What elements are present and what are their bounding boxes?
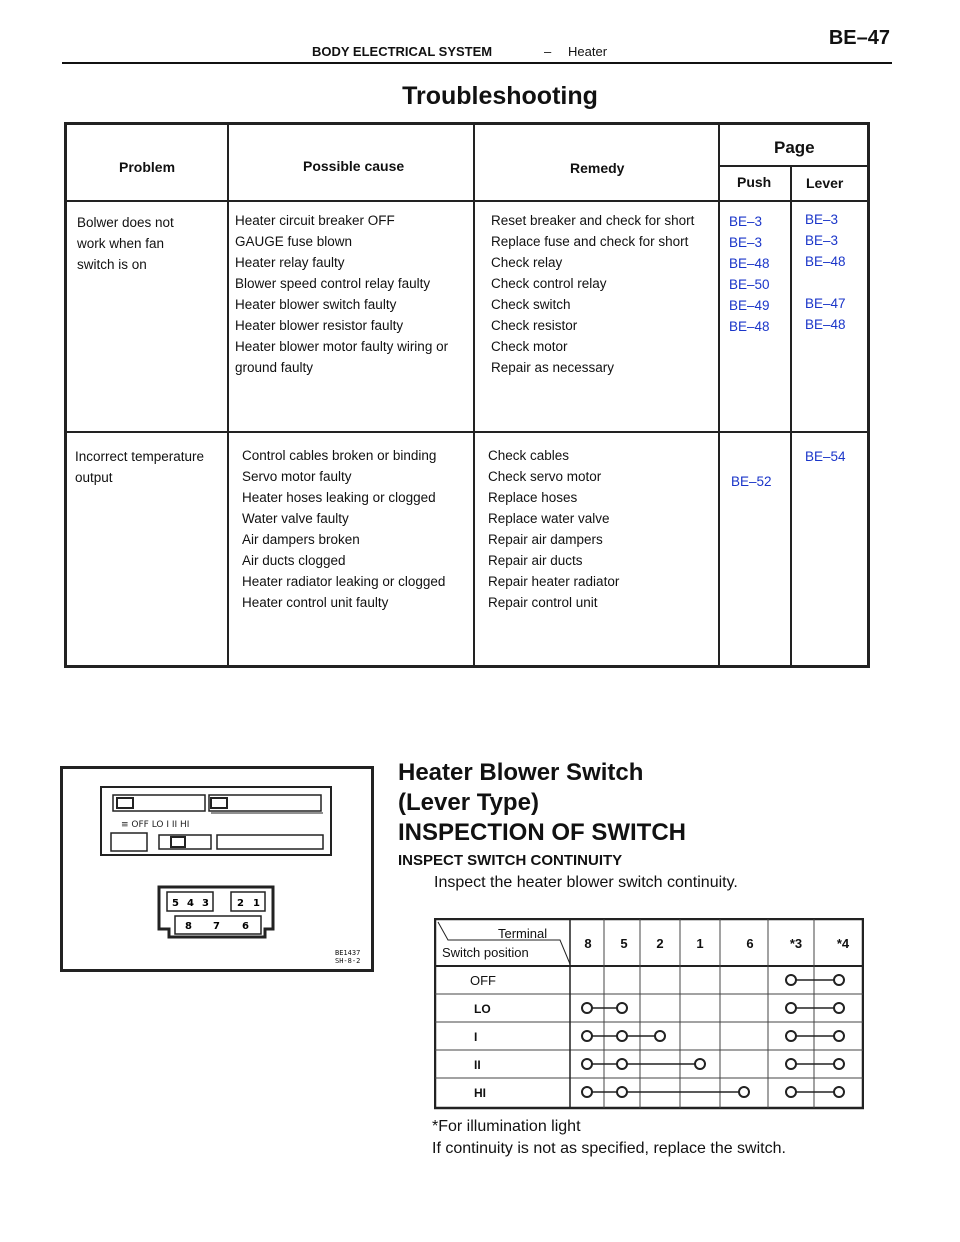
cause-line: Heater circuit breaker OFF: [235, 213, 395, 228]
page-ref-link[interactable]: BE–48: [805, 317, 846, 332]
problem-line: output: [75, 470, 113, 485]
pin-label: 5: [172, 898, 179, 909]
header-row-divider: [67, 200, 867, 202]
footnote: *For illumination light: [432, 1118, 581, 1135]
page-ref-link[interactable]: [805, 272, 846, 293]
header-possible-cause: Possible cause: [303, 158, 405, 174]
cause-line: ground faulty: [235, 360, 314, 375]
remedy-line: Replace water valve: [488, 511, 610, 526]
remedy-line: Repair air dampers: [488, 532, 603, 547]
troubleshooting-table: [64, 122, 870, 668]
remedy-line: Check cables: [488, 448, 570, 463]
continuity-terminal-circle: [786, 1087, 796, 1097]
terminal-label: Terminal: [498, 926, 548, 941]
continuity-terminal-circle: [834, 1031, 844, 1041]
page-ref-link[interactable]: BE–48: [805, 254, 846, 269]
remedy-line: Replace fuse and check for short: [491, 234, 689, 249]
section-title: BODY ELECTRICAL SYSTEM: [312, 44, 493, 59]
pin-label: 7: [213, 921, 220, 932]
pin-label: 8: [185, 921, 192, 932]
page-ref-link[interactable]: BE–54: [805, 449, 846, 464]
continuity-table: [434, 918, 864, 1110]
remedy-line: Replace hoses: [488, 490, 578, 505]
terminal-number: *4: [836, 936, 850, 951]
heater-control-panel-drawing: [63, 769, 371, 969]
column-divider: [227, 125, 229, 665]
pin-label: 2: [237, 898, 244, 909]
remedy-cell: [488, 445, 619, 613]
page-ref-link[interactable]: BE–3: [729, 235, 763, 250]
page-title: Troubleshooting: [402, 82, 598, 110]
lever-page-refs: [805, 209, 846, 335]
switch-position: I: [474, 1030, 478, 1044]
pin-label: 4: [187, 898, 194, 909]
terminal-number: 2: [656, 936, 664, 951]
header-remedy: Remedy: [570, 160, 625, 176]
column-divider: [473, 125, 475, 665]
instruction-text: Inspect the heater blower switch continuity.: [434, 874, 738, 891]
page-number: BE–47: [828, 27, 890, 49]
sub-heading: INSPECT SWITCH CONTINUITY: [398, 852, 623, 869]
figure-code-line: BE1437: [335, 949, 361, 957]
header-separator: –: [544, 44, 552, 59]
continuity-terminal-circle: [834, 975, 844, 985]
page-ref-link[interactable]: BE–48: [729, 256, 770, 271]
cause-line: Heater blower motor faulty wiring or: [235, 339, 449, 354]
continuity-terminal-circle: [655, 1031, 665, 1041]
terminal-number: *3: [789, 936, 803, 951]
cause-line: Heater radiator leaking or clogged: [242, 574, 446, 589]
continuity-terminal-circle: [786, 975, 796, 985]
column-divider: [790, 165, 792, 665]
remedy-line: Repair as necessary: [491, 360, 615, 375]
problem-line: Bolwer does not: [77, 215, 174, 230]
continuity-marks: [582, 975, 844, 1097]
cause-line: Air ducts clogged: [242, 553, 346, 568]
cause-line: GAUGE fuse blown: [235, 234, 353, 249]
remedy-line: Check control relay: [491, 276, 607, 291]
terminal-number: 1: [696, 936, 704, 951]
page-ref-link[interactable]: BE–3: [805, 233, 839, 248]
cause-line: Heater blower switch faulty: [235, 297, 397, 312]
remedy-line: Check resistor: [491, 318, 578, 333]
continuity-terminal-circle: [695, 1059, 705, 1069]
switch-position: II: [474, 1058, 481, 1072]
continuity-terminal-circle: [582, 1087, 592, 1097]
switch-position: HI: [474, 1086, 486, 1100]
switch-position: OFF: [470, 973, 496, 988]
cause-cell: [242, 445, 445, 613]
header-page: Page: [774, 138, 815, 157]
continuity-terminal-circle: [834, 1059, 844, 1069]
page-ref-link[interactable]: BE–48: [729, 319, 770, 334]
figure-code-line: SH-8-2: [335, 957, 361, 965]
push-page-refs: [729, 211, 770, 337]
terminal-number: 6: [746, 936, 754, 951]
continuity-terminal-circle: [786, 1059, 796, 1069]
replace-note: If continuity is not as specified, replace the switch.: [432, 1140, 786, 1157]
page-ref-link[interactable]: BE–49: [729, 298, 770, 313]
page-ref-link[interactable]: BE–50: [729, 277, 770, 292]
page-ref-link[interactable]: BE–47: [805, 296, 846, 311]
continuity-terminal-circle: [786, 1031, 796, 1041]
header-problem: Problem: [119, 159, 176, 175]
page-ref-link[interactable]: BE–3: [805, 212, 839, 227]
header-lever: Lever: [806, 175, 844, 191]
continuity-terminal-circle: [617, 1059, 627, 1069]
problem-cell: [75, 446, 204, 488]
page-ref-link[interactable]: BE–3: [729, 214, 763, 229]
remedy-cell: [491, 210, 694, 378]
remedy-line: Repair heater radiator: [488, 574, 620, 589]
continuity-terminal-circle: [582, 1003, 592, 1013]
terminal-number: 5: [620, 936, 628, 951]
continuity-terminal-circle: [582, 1031, 592, 1041]
cause-line: Water valve faulty: [242, 511, 349, 526]
cause-cell: [235, 210, 448, 378]
cause-line: Blower speed control relay faulty: [235, 276, 431, 291]
pin-label: 1: [253, 898, 260, 909]
switch-illustration: [60, 766, 374, 972]
remedy-line: Check servo motor: [488, 469, 602, 484]
cause-line: Heater hoses leaking or clogged: [242, 490, 436, 505]
continuity-terminal-circle: [617, 1087, 627, 1097]
cause-line: Heater relay faulty: [235, 255, 345, 270]
continuity-terminal-circle: [834, 1087, 844, 1097]
cause-line: Control cables broken or binding: [242, 448, 437, 463]
page-header: [62, 24, 892, 64]
section-heading: INSPECTION OF SWITCH: [398, 819, 686, 846]
header-push: Push: [737, 174, 772, 190]
continuity-terminal-circle: [617, 1003, 627, 1013]
cause-line: Heater blower resistor faulty: [235, 318, 404, 333]
section-heading: (Lever Type): [398, 789, 539, 816]
row-divider: [67, 431, 867, 433]
problem-line: Incorrect temperature: [75, 449, 205, 464]
problem-line: switch is on: [77, 257, 147, 272]
cause-line: Heater control unit faulty: [242, 595, 389, 610]
subsection-title: Heater: [568, 44, 608, 59]
continuity-terminal-circle: [834, 1003, 844, 1013]
pin-label: 6: [242, 921, 249, 932]
remedy-line: Check motor: [491, 339, 568, 354]
pin-label: 3: [202, 898, 209, 909]
column-divider: [718, 125, 720, 665]
remedy-line: Repair air ducts: [488, 553, 583, 568]
continuity-terminal-circle: [582, 1059, 592, 1069]
remedy-line: Repair control unit: [488, 595, 598, 610]
continuity-terminal-circle: [739, 1087, 749, 1097]
terminal-number: 8: [584, 936, 592, 951]
problem-cell: [77, 212, 174, 275]
continuity-terminal-circle: [617, 1031, 627, 1041]
switch-position: LO: [474, 1002, 491, 1016]
page-ref-link[interactable]: BE–52: [731, 474, 772, 489]
row-divider: [718, 165, 868, 167]
problem-line: work when fan: [77, 236, 165, 251]
cause-line: Air dampers broken: [242, 532, 360, 547]
cause-line: Servo motor faulty: [242, 469, 352, 484]
continuity-terminal-circle: [786, 1003, 796, 1013]
panel-markings: ≡ OFF LO I II HI: [121, 820, 190, 830]
remedy-line: Check relay: [491, 255, 563, 270]
remedy-line: Check switch: [491, 297, 571, 312]
switch-position-label: Switch position: [442, 945, 529, 960]
figure-code: [335, 949, 360, 965]
section-heading: Heater Blower Switch: [398, 759, 644, 786]
remedy-line: Reset breaker and check for short: [491, 213, 695, 228]
